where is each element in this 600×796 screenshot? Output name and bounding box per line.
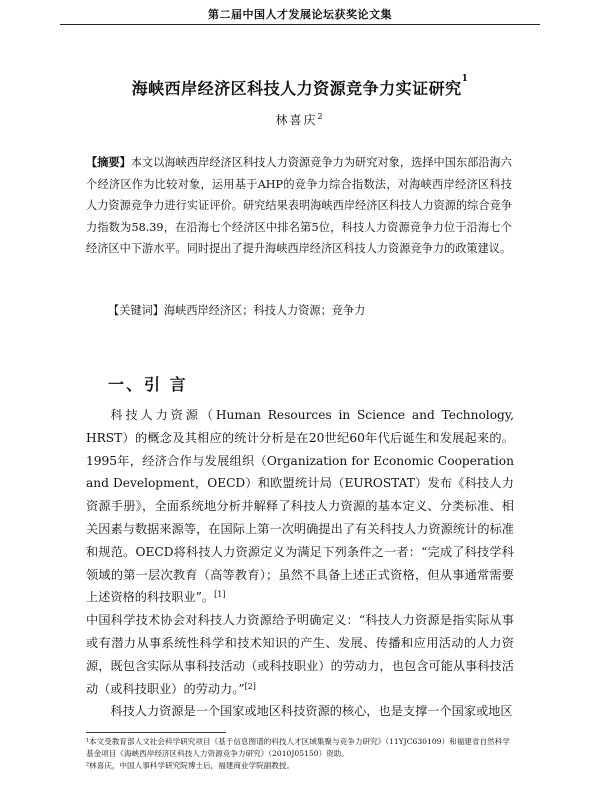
- author-name: 林喜庆: [275, 113, 318, 127]
- article-title: [60, 76, 540, 99]
- abstract: [86, 152, 512, 260]
- keywords: [108, 301, 512, 321]
- paragraph-3: [86, 700, 514, 723]
- header-rule: [60, 24, 540, 25]
- footnote-2: ²林喜庆，中国人事科学研究院博士后，福建商业学院副教授。: [86, 761, 295, 770]
- keywords-text: 海峡西岸经济区；科技人力资源；竞争力: [163, 304, 366, 317]
- paragraph-1-text: 科技人力资源（Human Resources in Science and Technology, HRST）的概念及其相应的统计分析是在20世纪60年代后诞生和发展起来的。1995年，经济合作与发展组织（Organization for Economic Cooperation and Development，OECD）和欧盟统计局（EUROSTAT）发布《科技人力资源手册》，全面系统地分析并解释了科技人力资源的基本定义、分类标准、相关因素与数据来源等，在国际上第一次明确提出了有关科技人力资源统计的标准和规范。OECD将科技人力资源定义为满足下列条件之一者：“完成了科技学科领域的第一层次教育（高等教育）；虽然不具备上述正式资格，但从事通常需要上述资格的科技职业”。: [86, 408, 514, 605]
- footnote-1: ¹本文受教育部人文社会科学研究项目《基于信息图谱的科技人才区域集聚与竞争力研究》（11YJC630109）和福建省自然科学基金项目《海峡西岸经济区科技人力资源竞争力研究》（2010J05150）资助。: [86, 737, 510, 758]
- title-text: 海峡西岸经济区科技人力资源竞争力实证研究: [131, 79, 462, 98]
- paragraph-2: [86, 609, 514, 700]
- body-text: [86, 404, 514, 723]
- paragraph-2-text: 中国科学技术协会对科技人力资源给予明确定义：“科技人力资源是指实际从事或有潜力从事系统性科学和技术知识的产生、发展、传播和应用活动的人力资源，既包含实际从事科技活动（或科技职业）的劳动力，也包含可能从事科技活动（或科技职业）的劳动力。”: [86, 613, 514, 696]
- footnote-rule: [86, 732, 226, 733]
- abstract-text: 本文以海峡西岸经济区科技人力资源竞争力为研究对象，选择中国东部沿海六个经济区作为比较对象，运用基于AHP的竞争力综合指数法，对海峡西岸经济区科技人力资源竞争力进行实证评价。研究结果表明海峡西岸经济区科技人力资源的综合竞争力指数为58.39，在沿海七个经济区中排名第5位，科技人力资源竞争力位于沿海七个经济区中下游水平。同时提出了提升海峡西岸经济区科技人力资源竞争力的政策建议。: [86, 156, 512, 256]
- author-footnote-mark[interactable]: 2: [317, 112, 325, 121]
- paragraph-3-text: 科技人力资源是一个国家或地区科技资源的核心，也是支撑一个国家或地区: [110, 704, 513, 719]
- abstract-label: 【摘要】: [86, 155, 131, 169]
- paragraph-1: [86, 404, 514, 609]
- section-heading: 一、引 言: [108, 375, 188, 394]
- citation-2[interactable]: [2]: [244, 681, 256, 691]
- footnotes: [86, 736, 516, 772]
- running-header: 第二届中国人才发展论坛获奖论文集: [208, 8, 392, 21]
- keywords-label: 【关键词】: [108, 304, 164, 317]
- title-footnote-mark[interactable]: 1: [461, 74, 469, 84]
- author: [60, 111, 540, 128]
- citation-1[interactable]: [1]: [214, 590, 226, 600]
